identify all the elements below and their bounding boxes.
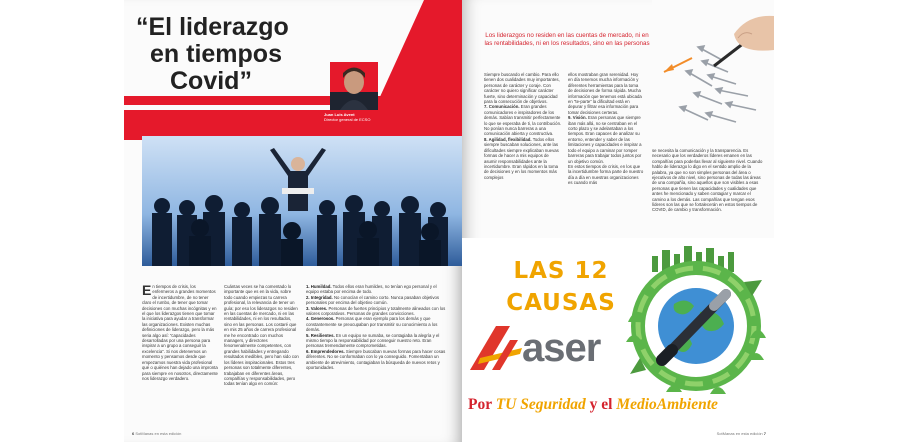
list-item: 8. Agilidad, flexibilidad. Todos ellos siempre buscaban soluciones, ante las dificultades siempre explicaban nuevas formas de hacer a mis equipos de asumir responsabilidades ante la incertidumbre. Eran rápidos en la toma de decisiones y en los momentos más complejos <box>484 136 559 180</box>
ad-headline-1: LAS 12 <box>513 258 609 284</box>
left-text-column-2: Cuántas veces se ha comentado lo importante que es en la vida, sobre todo cuando empiezas tu carrera profesional, la relevancia de tener un guía; por eso los liderazgos no residen en las cuentas de mercado, ni en las rentabilidades, ni en los resultados, sino en las personas. Los costaré que en mis 25 años de carrera profesional me he encontrado con muchos managers, y directores fenomenalmente competentes, con grandes habilidades y entregando resultados medibles, pero han sido con los líderes inspiracionales. Estos tres personas son totalmente diferentes, trabajaban en diferentes áreas, compañías y responsabilidades, pero todas tenían algo en común: <box>224 284 299 387</box>
list-item: 5. Resilientes. En un equipo se sumaba, se contagiaba la alegría y el mismo tiempo la responsabilidad por conseguir nuestro reto. Eran personas tremendamente comprometidas. <box>306 332 440 349</box>
author-portrait <box>330 62 378 110</box>
leader-photo <box>142 136 462 266</box>
article-title: “El liderazgo en tiempos Covid” <box>136 13 289 95</box>
list-item: 1. Humildad. Todos ellos eran humildes, no tenían ego personal y el equipo estaba por encima de todo. <box>306 284 437 295</box>
right-text-column-3: se necesita la comunicación y la transparencia. Es necesario que los verdaderos líderes emanen en las compañías para poderlas llevar al siguiente nivel. Cuando hablo de liderazgo lo digo en el sentido amplio de la palabra, ya que no son simples personas del área o ejecutivos de alto nivel, sino personas de todas las áreas de una compañía, sino aquellos que son visibles a esas personas que tienen las capacidades y cualidades que antes he mencionado y saben contagiar y marcar el camino a los demás. Las compañías que tengan esos líderes son las que se fortalecerán en estos tiempos de COVID, de cambio y transformación. <box>652 148 763 213</box>
aser-advert <box>462 238 774 442</box>
left-folio: 6 SotManas en esta edición <box>132 431 182 436</box>
list-item: 3. Valores. Personas de fuertes principios y totalmente alineados con los valores corporativos. Personas de grandes convicciones. <box>306 305 446 317</box>
list-item: 9. Visión. Eran personas que siempre iban más allá, no se centraban en el corto plazo y se adelantaban a los tiempos. Eran capaces de analizar su entorno, entender y saber de las limitaciones y capacidades e inspirar a todo el equipo a caminar por romper barreras para trabajar todos juntos por un objetivo común. <box>568 115 642 164</box>
left-text-column-1: En tiempos de crisis, los enfermeros a grandes momentos de incertidumbre, de no tener claro el rumbo, de tener que tomar decisiones con muchas incógnitas y en el que los liderazgos tienen que tomar la iniciativa para ayudar a transformar las organizaciones. Existen muchas definiciones de liderazgo, pero la más seria algo así: “capacidades desarrolladas por una persona para inspirar a un grupo a conseguir la excelencia”. Si nos detenemos un momento y pensamos desde que empezamos nuestra vida profesional qué o quiénes han dejado una impronta para siempre en nosotros, directamente nos liderazgo verdadero. <box>142 282 218 381</box>
hand-arrows-illustration <box>652 0 774 140</box>
right-page <box>462 0 774 442</box>
pull-quote: Los liderazgos no residen en las cuentas de mercado, ni en las rentabilidades, ni en los resultados, sino en las personas <box>484 32 650 47</box>
list-item: 2. Integridad. No conocían el camino corto. Nunca pasaban objetivos personales por encima del objetivo común. <box>306 294 440 306</box>
aser-brand: aser <box>522 326 601 370</box>
right-text-column-2: ellos mostraban gran serenidad. Hoy en día tenemos mucha información y diferentes herramientas para la toma de decisiones de forma rápida. Mucha información que tenemos está ubicada en “te-parte” la dificultad está en depurar y filtrar esa información para tomar decisiones certeras. 9. Visión. Eran personas que siempre iban más allá, no se centraban en el corto plazo y se adelantaban a los tiempos. Eran capaces de analizar su entorno, entender y saber de las limitaciones y capacidades e inspirar a todo el equipo a caminar por romper barreras para trabajar todos juntos por un objetivo común. En estos tiempos de crisis, en los que la incertidumbre forma parte de nuestro día a día en nuestras organizaciones es cuando más <box>568 72 644 186</box>
left-text-column-3 <box>306 284 446 371</box>
right-folio: SotManas en esta edición 7 <box>716 431 766 436</box>
ad-headline-2: CAUSAS <box>506 290 616 316</box>
eco-globe-illustration <box>622 242 770 402</box>
list-item: 4. Generosos. Personas que eran ejemplo para los demás y que constantemente se preocupaban por transmitir su conocimiento a los demás. <box>306 316 438 333</box>
list-item: 7. Comunicación. Eran grandes comunicadores e inspiradores de los demás. Sabían transmitir perfectamente lo que se esperaba de ti, la contribución. No ponían nunca barreras a una comunicación abierta y constructiva. <box>484 104 562 137</box>
ad-slogan: Por TU Seguridad y el MedioAmbiente <box>468 396 718 413</box>
left-page <box>124 0 462 442</box>
author-caption: Juan Luis Avent Director general de ECSO <box>324 112 371 122</box>
list-item: 6. Emprendedores. Siempre buscaban nuevas formas para hacer cosas diferentes. No se conformaban con lo ya conseguido. Fomentaban un ambiente de atrevimiento, contagiaban la búsqueda de nuevos retos y oportunidades. <box>306 348 446 371</box>
drop-cap: E <box>142 282 152 298</box>
right-text-column-1: Siempre buscando el cambio. Para ello tienen dos cualidades muy importantes, personas de carácter y coraje. Con carácter no quiero significar carácter fuerte, sino determinación y capacidad para la consecución de objetivos. 7. Comunicación. Eran grandes comunicadores e inspiradores de los demás. Sabían transmitir perfectamente lo que se esperaba de ti, la contribución. No ponían nunca barreras a una comunicación abierta y constructiva. 8. Agilidad, flexibilidad. Todos ellos siempre buscaban soluciones, ante las dificultades siempre explicaban nuevas formas de hacer a mis equipos de asumir responsabilidades ante la incertidumbre. Eran rápidos en la toma de decisiones y en los momentos más complejos <box>484 72 562 180</box>
